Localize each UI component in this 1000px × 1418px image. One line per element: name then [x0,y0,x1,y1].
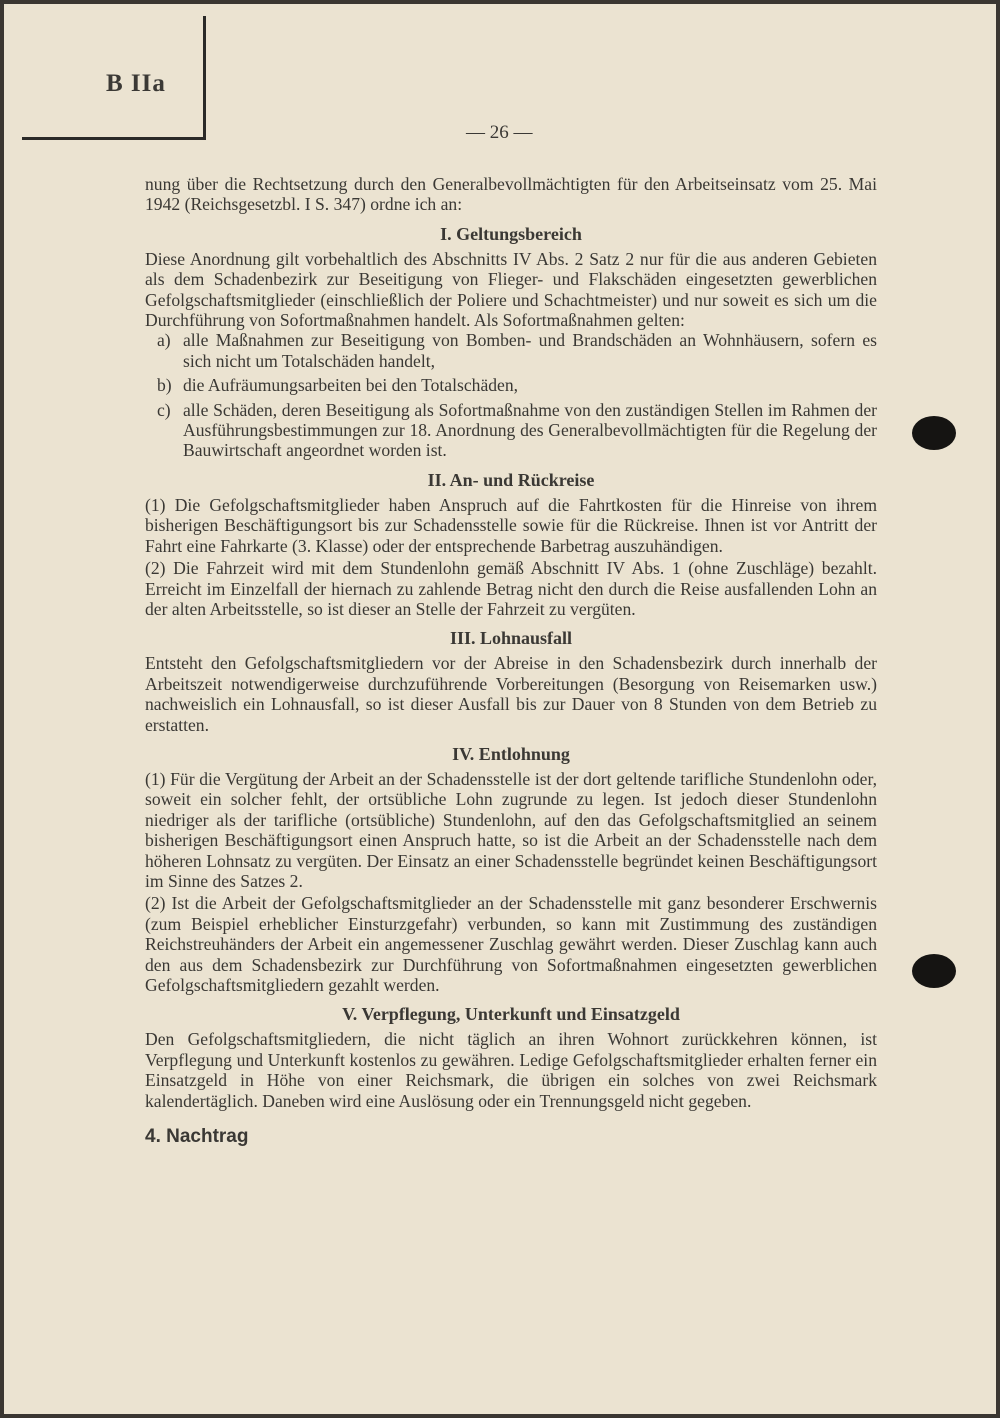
list-item [145,375,877,395]
intro-paragraph: nung über die Rechtsetzung durch den Generalbevollmächtigten für den Arbeitseinsatz vom 25. Mai 1942 (Reichsgesetzbl. I S. 347) ordne ich an: [145,174,877,215]
document-body [145,174,877,1147]
list-item [145,330,877,371]
paragraph-lohnausfall: Entsteht den Gefolgschaftsmitgliedern vor der Abreise in den Schadensbezirk durch innerhalb der Arbeitszeit notwendigerweise durchzuführende Vorbereitungen (Besorgung von Reisemarken usw.) nachweislich ein Lohnausfall, so ist dieser Ausfall bis zur Dauer von 8 Stunden von dem Betrieb zu erstatten. [145,653,877,735]
list-item [145,400,877,461]
list-item-text: alle Maßnahmen zur Beseitigung von Bomben- und Brandschäden an Wohnhäusern, sofern es sich nicht um Totalschäden handelt, [183,330,877,371]
page-number: — 26 — [466,122,533,143]
heading-lohnausfall: III. Lohnausfall [449,628,573,649]
list-item-text: alle Schäden, deren Beseitigung als Sofortmaßnahme von den zuständigen Stellen im Rahmen der Ausführungsbestimmungen zur 18. Anordnung des Generalbevollmächtigten für die Regelung der Bauwirtschaft angeordnet worden ist. [183,399,877,461]
paragraph-entlohnung-1: (1) Für die Vergütung der Arbeit an der Schadensstelle ist der dort geltende tarifliche Stundenlohn oder, soweit ein solcher fehlt, der ortsübliche Lohn zugrunde zu legen. Ist jedoch dieser Stundenlohn niedriger als der tarifliche (ortsübliche) Stundenlohn, auf den das Gefolgschaftsmitglied an seinem bisherigen Beschäftigungsort einen Anspruch hatte, so ist die Arbeit an der Schadensstelle nach dem höheren Lohnsatz zu vergüten. Der Einsatz an einer Schadensstelle begründet keinen Beschäftigungsort im Sinne des Satzes 2. [145,768,877,891]
list-item-mark: b) [157,375,172,396]
footer-note: 4. Nachtrag [145,1126,249,1148]
heading-geltungsbereich: I. Geltungsbereich [440,223,582,244]
list-item-text: die Aufräumungsarbeiten bei den Totalschäden, [183,375,519,396]
section-code: B IIa [106,70,166,97]
heading-verpflegung: V. Verpflegung, Unterkunft und Einsatzgeld [342,1004,680,1025]
paragraph-verpflegung: Den Gefolgschaftsmitgliedern, die nicht täglich an ihren Wohnort zurückkehren können, ist Verpflegung und Unterkunft kostenlos zu gewähren. Ledige Gefolgschaftsmitglieder erhalten ferner ein Einsatzgeld in Höhe von einer Reichsmark, die übrigen ein solches von zwei Reichsmark kalendertäglich. Daneben wird eine Auslösung oder ein Trennungsgeld nicht gegeben. [145,1029,877,1111]
paragraph-entlohnung-2: (2) Ist die Arbeit der Gefolgschaftsmitglieder an der Schadensstelle mit ganz besonderer Erschwernis (zum Beispiel erheblicher Einsturzgefahr) verbunden, so kann mit Zustimmung des zuständigen Reichstreuhänders der Arbeit ein angemessener Zuschlag gewährt werden. Dieser Zuschlag kann auch den aus dem Schadensbezirk zur Durchführung von Sofortmaßnahmen eingesetzten gewerblichen Gefolgschaftsmitgliedern gezahlt werden. [145,893,877,995]
heading-an-und-rueckreise: II. An- und Rückreise [427,469,595,490]
paragraph-reise-2: (2) Die Fahrzeit wird mit dem Stundenlohn gemäß Abschnitt IV Abs. 1 (ohne Zuschläge) bezahlt. Erreicht im Einzelfall der hiernach zu zahlende Betrag nicht den durch die Reise ausfallenden Lohn an der alten Arbeitsstelle, so ist dieser an Stelle der Fahrzeit zu vergüten. [145,558,877,619]
punch-hole-top [912,416,956,450]
paragraph-geltungsbereich: Diese Anordnung gilt vorbehaltlich des Abschnitts IV Abs. 2 Satz 2 nur für die aus anderen Gebieten als dem Schadenbezirk zur Beseitigung von Flieger- und Flakschäden eingesetzten gewerblichen Gefolgschaftsmitglieder (einschließlich der Poliere und Schachtmeister) und nur soweit es sich um die Durchführung von Sofortmaßnahmen handelt. Als Sofortmaßnahmen gelten: [145,248,877,331]
document-page [4,4,996,1414]
heading-entlohnung: IV. Entlohnung [452,743,570,764]
paragraph-reise-1: (1) Die Gefolgschaftsmitglieder haben Anspruch auf die Fahrtkosten für die Hinreise von ihrem bisherigen Beschäftigungsort bis zur Schadensstelle sowie für die Rückreise. Ihnen ist vor Antritt der Fahrt eine Fahrkarte (3. Klasse) oder der entsprechende Barbetrag auszuhändigen. [145,494,877,556]
sofortmassnahmen-list [145,330,877,460]
list-item-mark: c) [157,399,171,420]
punch-hole-bottom [912,954,956,988]
list-item-mark: a) [157,330,171,351]
